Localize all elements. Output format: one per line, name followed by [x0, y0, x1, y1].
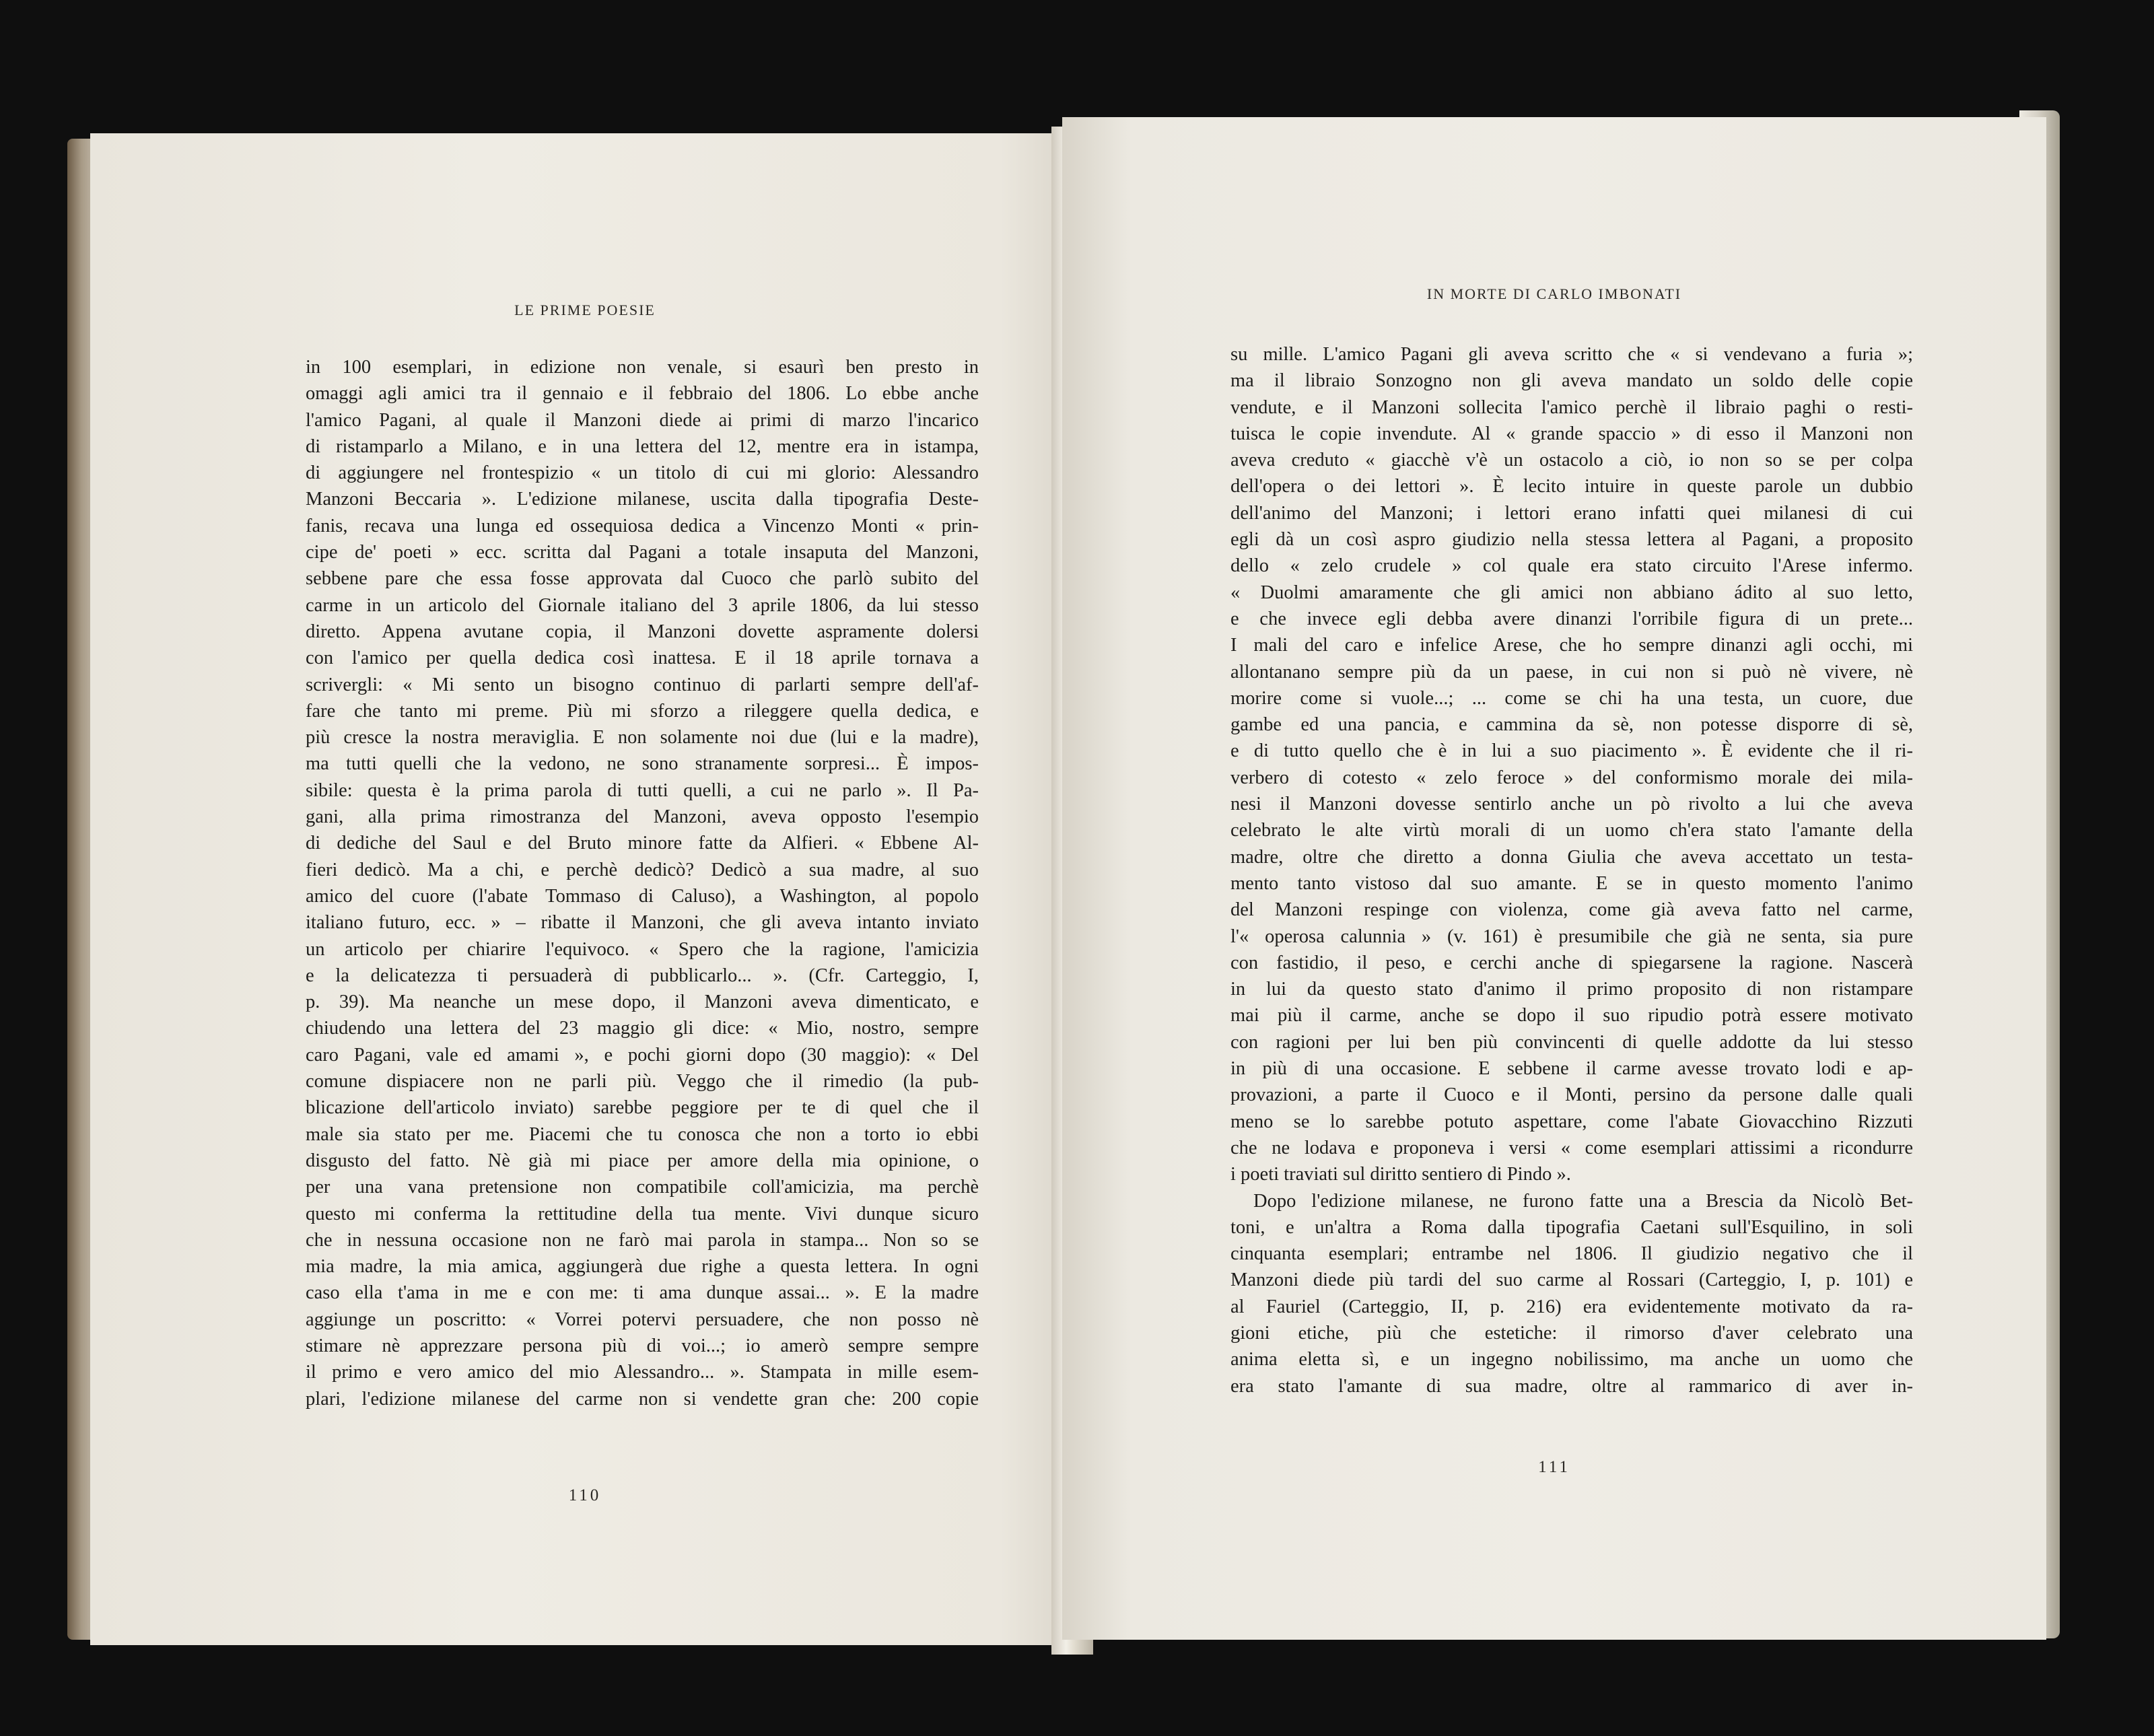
text-line: scrivergli: « Mi sento un bisogno continuo di parlarti sempre dell'af-	[306, 674, 979, 695]
text-line: ma tutti quelli che la vedono, ne sono stranamente sorpresi... È impos-	[306, 753, 979, 775]
text-line: p. 39). Ma neanche un mese dopo, il Manzoni aveva dimenticato, e	[306, 992, 979, 1013]
text-line: provazioni, a parte il Cuoco e il Monti, persino da persone dalle quali	[1230, 1084, 1913, 1106]
text-line: amico del cuore (l'abate Tommaso di Caluso), a Washington, al popolo	[306, 885, 979, 907]
text-line: su mille. L'amico Pagani gli aveva scritto che « si vendevano a furia »;	[1230, 344, 1913, 365]
text-line: caro Pagani, vale ed amami », e pochi giorni dopo (30 maggio): « Del	[306, 1044, 979, 1066]
text-line: più cresce la nostra meraviglia. E non solamente noi due (lui e la madre),	[306, 727, 979, 749]
text-line: e la delicatezza ti persuaderà di pubblicarlo... ». (Cfr. Carteggio, I,	[306, 965, 979, 986]
text-line: dell'opera o dei lettori ». È lecito intuire in queste parole un dubbio	[1230, 476, 1913, 497]
text-line: al Fauriel (Carteggio, II, p. 216) era evidentemente motivato da ra-	[1230, 1296, 1913, 1317]
text-line: egli dà un così aspro giudizio nella stessa lettera al Pagani, a proposito	[1230, 529, 1913, 551]
text-line: di dediche del Saul e del Bruto minore fatte da Alfieri. « Ebbene Al-	[306, 833, 979, 854]
text-line: tuisca le copie invendute. Al « grande spaccio » di esso il Manzoni non	[1230, 423, 1913, 444]
text-line: gani, alla prima rimostranza del Manzoni, aveva opposto l'esempio	[306, 806, 979, 828]
running-head-left: LE PRIME POESIE	[514, 302, 656, 318]
text-line: di aggiungere nel frontespizio « un titolo di cui mi glorio: Alessandro	[306, 462, 979, 484]
text-line: verbero di cotesto « zelo feroce » del conformismo morale dei mila-	[1230, 767, 1913, 788]
text-line: mia madre, la mia amica, aggiungerà due righe a questa lettera. In ogni	[306, 1256, 979, 1278]
text-line: cinquanta esemplari; entrambe nel 1806. Il giudizio negativo che il	[1230, 1243, 1913, 1265]
text-line: dello « zelo crudele » col quale era stato circuito l'Arese infermo.	[1230, 555, 1913, 577]
text-line: nesi il Manzoni dovesse sentirlo anche un pò rivolto a lui che aveva	[1230, 794, 1913, 815]
text-line: il primo e vero amico del mio Alessandro... ». Stampata in mille esem-	[306, 1362, 979, 1383]
text-line: in lui da questo stato d'animo il primo proposito di non ristampare	[1230, 979, 1913, 1000]
open-book	[67, 110, 2060, 1664]
text-line: del Manzoni respinge con violenza, come già aveva fatto nel carme,	[1230, 899, 1913, 921]
text-line: mento tanto vistoso dal suo amante. E se in questo momento l'animo	[1230, 872, 1913, 894]
text-line: Dopo l'edizione milanese, ne furono fatte una a Brescia da Nicolò Bet-	[1253, 1190, 1913, 1212]
text-line: plari, l'edizione milanese del carme non si vendette gran che: 200 copie	[306, 1388, 979, 1410]
text-line: madre, oltre che diretto a donna Giulia che aveva accettato un testa-	[1230, 846, 1913, 868]
text-line: fare che tanto mi preme. Più mi sforzo a rileggere quella dedica, e	[306, 700, 979, 722]
text-line: un articolo per chiarire l'equivoco. « Spero che la ragione, l'amicizia	[306, 938, 979, 960]
text-line: con fastidio, il peso, e cerchi anche di spiegarsene la ragione. Nascerà	[1230, 952, 1913, 973]
text-line: chiudendo una lettera del 23 maggio gli dice: « Mio, nostro, sempre	[306, 1018, 979, 1039]
text-line: questo mi conferma la rettitudine della tua mente. Vivi dunque sicuro	[306, 1203, 979, 1224]
text-line: di ristamparlo a Milano, e in una lettera del 12, mentre era in istampa,	[306, 436, 979, 457]
running-head-right: IN MORTE DI CARLO IMBONATI	[1426, 285, 1682, 302]
text-line: aveva creduto « giacchè v'è un ostacolo a ciò, io non so se per colpa	[1230, 450, 1913, 471]
right-page-text	[1230, 341, 1913, 1399]
text-line: l'« operosa calunnia » (v. 161) è presumibile che già ne senta, sia pure	[1230, 926, 1913, 947]
text-line: dell'animo del Manzoni; i lettori erano infatti quei milanesi di cui	[1230, 502, 1913, 524]
text-line: gioni etiche, più che estetiche: il rimorso d'aver celebrato una	[1230, 1322, 1913, 1344]
text-line: mai più il carme, anche se dopo il suo ripudio potrà essere motivato	[1230, 1005, 1913, 1027]
text-line: anima eletta sì, e un ingegno nobilissimo, ma anche un uomo che	[1230, 1349, 1913, 1370]
left-page	[90, 133, 1080, 1645]
text-line: morire come si vuole...; ... come se chi ha una testa, un cuore, due	[1230, 687, 1913, 709]
page-number-left: 110	[568, 1486, 602, 1504]
right-page	[1062, 117, 2046, 1640]
text-line: male sia stato per me. Piacemi che tu conosca che non a torto io ebbi	[306, 1123, 979, 1145]
text-line: l'amico Pagani, al quale il Manzoni diede ai primi di marzo l'incarico	[306, 409, 979, 431]
text-line: I mali del caro e infelice Arese, che ho sempre dinanzi agli occhi, mi	[1230, 635, 1913, 656]
text-line: stimare nè apprezzare persona più di voi...; io amerò sempre sempre	[306, 1335, 979, 1356]
text-line: comune dispiacere non ne parli più. Veggo che il rimedio (la pub-	[306, 1071, 979, 1092]
text-line: italiano futuro, ecc. » – ribatte il Manzoni, che gli aveva intanto inviato	[306, 912, 979, 934]
text-line: omaggi agli amici tra il gennaio e il febbraio del 1806. Lo ebbe anche	[306, 383, 979, 405]
text-line: sebbene pare che essa fosse approvata dal Cuoco che parlò subito del	[306, 568, 979, 590]
text-line: fieri dedicò. Ma a chi, e perchè dedicò? Dedicò a sua madre, al suo	[306, 859, 979, 880]
text-line: era stato l'amante di sua madre, oltre al rammarico di aver in-	[1230, 1375, 1913, 1397]
text-line: carme in un articolo del Giornale italiano del 3 aprile 1806, da lui stesso	[306, 594, 979, 616]
text-line: toni, e un'altra a Roma dalla tipografia Caetani sull'Esquilino, in soli	[1230, 1216, 1913, 1238]
left-page-text	[306, 354, 979, 1412]
text-line: in più di una occasione. E sebbene il carme avesse trovato lodi e ap-	[1230, 1058, 1913, 1080]
text-line: diretto. Appena avutane copia, il Manzoni dovette aspramente dolersi	[306, 621, 979, 642]
text-line: che in nessuna occasione non ne farò mai parola in stampa... Non so se	[306, 1229, 979, 1251]
text-line: per una vana pretensione non compatibile coll'amicizia, ma perchè	[306, 1177, 979, 1198]
text-line: meno se lo sarebbe potuto aspettare, come l'abate Giovacchino Rizzuti	[1230, 1111, 1913, 1132]
text-line: Manzoni Beccaria ». L'edizione milanese, uscita dalla tipografia Deste-	[306, 489, 979, 510]
text-line: vendute, e il Manzoni sollecita l'amico perchè il libraio paghi o resti-	[1230, 396, 1913, 418]
text-line: ma il libraio Sonzogno non gli aveva mandato un soldo delle copie	[1230, 370, 1913, 392]
text-line: celebrato le alte virtù morali di un uomo ch'era stato l'amante della	[1230, 820, 1913, 841]
text-line: e che invece egli debba avere dinanzi l'orribile figura di un prete...	[1230, 608, 1913, 629]
text-line: gambe ed una pancia, e cammina da sè, non potesse disporre di sè,	[1230, 714, 1913, 736]
text-line: con l'amico per quella dedica così inattesa. E il 18 aprile tornava a	[306, 648, 979, 669]
text-line: sibile: questa è la prima parola di tutti quelli, a cui ne parlo ». Il Pa-	[306, 779, 979, 801]
text-line: fanis, recava una lunga ed ossequiosa dedica a Vincenzo Monti « prin-	[306, 515, 979, 536]
text-line: cipe de' poeti » ecc. scritta dal Pagani a totale insaputa del Manzoni,	[306, 542, 979, 563]
text-line: che ne lodava e proponeva i versi « come esemplari attissimi a ricondurre	[1230, 1137, 1913, 1158]
text-line: blicazione dell'articolo inviato) sarebbe peggiore per te di quel che il	[306, 1097, 979, 1119]
text-line: i poeti traviati sul diritto sentiero di Pindo ».	[1230, 1164, 1571, 1185]
text-line: con ragioni per lui ben più convincenti di quelle addotte da lui stesso	[1230, 1031, 1913, 1053]
text-line: disgusto del fatto. Nè già mi piace per amore della mia opinione, o	[306, 1150, 979, 1171]
text-line: e di tutto quello che è in lui a suo piacimento ». È evidente che il ri-	[1230, 740, 1913, 762]
page-number-right: 111	[1538, 1458, 1570, 1476]
text-line: Manzoni diede più tardi del suo carme al Rossari (Carteggio, I, p. 101) e	[1230, 1270, 1913, 1291]
text-line: in 100 esemplari, in edizione non venale, si esaurì ben presto in	[306, 357, 979, 378]
text-line: aggiunge un poscritto: « Vorrei potervi persuadere, che non posso nè	[306, 1309, 979, 1330]
text-line: caso ella t'ama in me e con me: ti ama dunque assai... ». E la madre	[306, 1282, 979, 1304]
text-line: « Duolmi amaramente che gli amici non abbiano ádito al suo letto,	[1230, 582, 1913, 603]
text-line: allontanano sempre più da un paese, in cui non si può nè vivere, nè	[1230, 661, 1913, 683]
